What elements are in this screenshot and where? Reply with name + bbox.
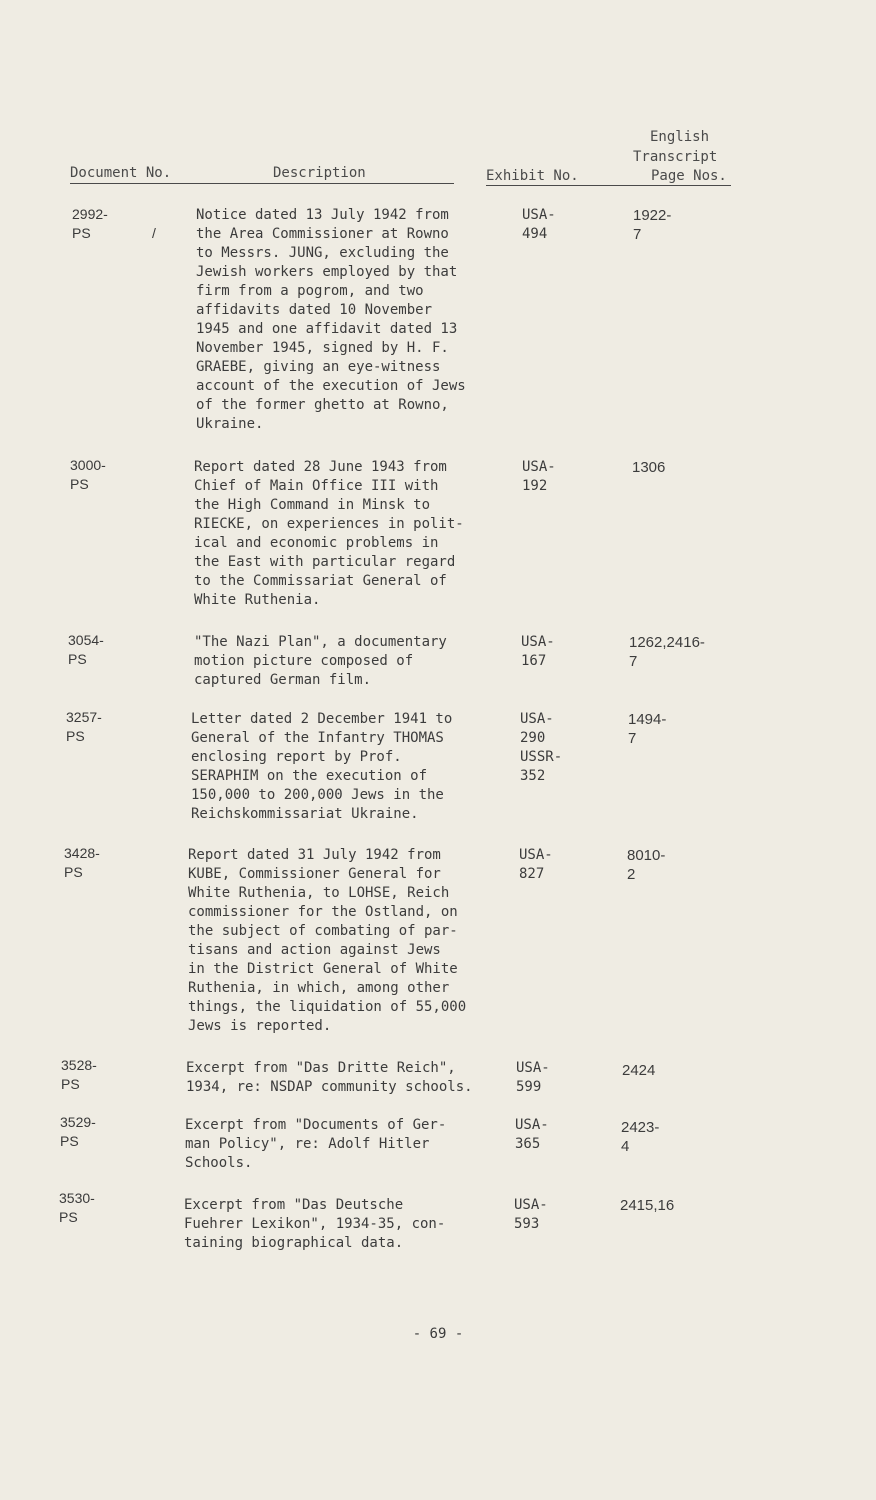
doc-number: 3529-PS — [60, 1114, 96, 1149]
exhibit-number: USA-290 USSR-352 — [520, 711, 563, 784]
doc-number: 3528-PS — [61, 1057, 97, 1092]
transcript-pages: 1922-7 — [633, 207, 672, 243]
transcript-pages: 1262,2416-7 — [629, 634, 705, 670]
doc-number: 3530-PS — [59, 1190, 95, 1225]
transcript-pages: 1494-7 — [628, 711, 667, 747]
exhibit-number: USA-599 — [516, 1060, 550, 1095]
description: Report dated 28 June 1943 from Chief of Main Office III with the High Command in Minsk to RIECKE, on experiences in polit- ical and economic problems in the East with particular regard to the Commissariat General of White Ruthenia. — [194, 459, 464, 608]
exhibit-number: USA-494 — [522, 207, 556, 242]
description: Notice dated 13 July 1942 from the Area Commissioner at Rowno to Messrs. JUNG, excluding the Jewish workers employed by that firm from a pogrom, and two affidavits dated 10 November 1945 and one affidavit dated 13 November 1945, signed by H. F. GRAEBE, giving an eye-witness account of the execution of Jews of the former ghetto at Rowno, Ukraine. — [196, 207, 466, 432]
header-description: Description — [273, 165, 366, 181]
doc-number: 3257-PS — [66, 709, 102, 744]
header-underline-left — [70, 183, 454, 184]
description: Excerpt from "Das Deutsche Fuehrer Lexikon", 1934-35, con- taining biographical data. — [184, 1197, 446, 1251]
description: Letter dated 2 December 1941 to General of the Infantry THOMAS enclosing report by Prof. SERAPHIM on the execution of 150,000 to 200,000 Jews in the Reichskommissariat Ukraine. — [191, 711, 453, 822]
doc-number: 2992-PS — [72, 206, 108, 241]
header-exhibit-no: Exhibit No. — [486, 168, 579, 184]
description: Excerpt from "Documents of Ger- man Policy", re: Adolf Hitler Schools. — [185, 1117, 447, 1171]
margin-mark: / — [152, 225, 156, 241]
description: Report dated 31 July 1942 from KUBE, Commissioner General for White Ruthenia, to LOHSE, Reich commissioner for the Ostland, on the subject of combating of par- tisans and action against Jews in the District General of White Ruthenia, in which, among other things, the liquidation of 55,000 Jews is reported. — [188, 847, 467, 1034]
exhibit-number: USA-365 — [515, 1117, 549, 1152]
transcript-pages: 2423-4 — [621, 1119, 660, 1155]
description: "The Nazi Plan", a documentary motion picture composed of captured German film. — [194, 634, 447, 688]
doc-number: 3054-PS — [68, 632, 104, 667]
exhibit-number: USA-192 — [522, 459, 556, 494]
header-transcript-line1: English — [650, 129, 710, 145]
description: Excerpt from "Das Dritte Reich", 1934, re: NSDAP community schools. — [186, 1060, 473, 1095]
transcript-pages: 8010-2 — [627, 847, 666, 883]
transcript-pages: 2424 — [622, 1062, 656, 1079]
page-number: - 69 - — [412, 1326, 464, 1342]
doc-number: 3000-PS — [70, 457, 106, 492]
doc-number: 3428-PS — [64, 845, 100, 880]
transcript-pages: 2415,16 — [620, 1197, 675, 1214]
header-transcript-line2: Transcript — [633, 149, 718, 165]
header-underline-right — [486, 185, 731, 186]
transcript-pages: 1306 — [632, 459, 666, 476]
exhibit-number: USA-167 — [521, 634, 555, 669]
exhibit-number: USA-827 — [519, 847, 553, 882]
header-transcript-line3: Page Nos. — [651, 168, 727, 184]
exhibit-number: USA-593 — [514, 1197, 548, 1232]
header-doc-no: Document No. — [70, 165, 172, 181]
